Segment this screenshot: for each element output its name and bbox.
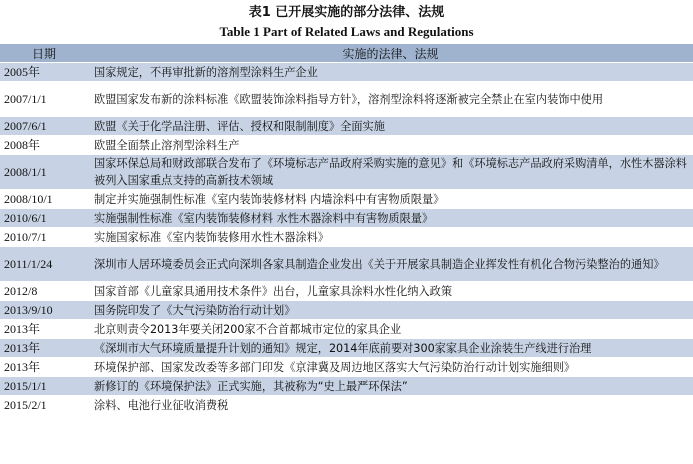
table-row bbox=[0, 136, 693, 155]
row-date: 2012/8 bbox=[0, 282, 88, 301]
row-date: 2013年 bbox=[0, 320, 88, 339]
row-law: 欧盟《关于化学品注册、评估、授权和限制制度》全面实施 bbox=[88, 117, 693, 136]
row-law: 制定并实施强制性标准《室内装饰装修材料 内墙涂料中有害物质限量》 bbox=[88, 190, 693, 209]
row-date: 2015/2/1 bbox=[0, 396, 88, 415]
row-date: 2008/10/1 bbox=[0, 190, 88, 209]
row-law: 欧盟国家发布新的涂料标准《欧盟装饰涂料指导方针》，溶剂型涂料将逐渐被完全禁止在室内装饰中使用 bbox=[88, 82, 693, 117]
table-row bbox=[0, 301, 693, 320]
row-date: 2010/6/1 bbox=[0, 209, 88, 228]
table-row bbox=[0, 396, 693, 415]
row-law: 实施强制性标准《室内装饰装修材料 水性木器涂料中有害物质限量》 bbox=[88, 209, 693, 228]
table-header-row bbox=[0, 44, 693, 63]
table-row bbox=[0, 228, 693, 247]
row-date: 2005年 bbox=[0, 63, 88, 82]
row-date: 2015/1/1 bbox=[0, 377, 88, 396]
row-date: 2008年 bbox=[0, 136, 88, 155]
table-row bbox=[0, 320, 693, 339]
table-row bbox=[0, 190, 693, 209]
row-law: 环境保护部、国家发改委等多部门印发《京津冀及周边地区落实大气污染防治行动计划实施细则》 bbox=[88, 358, 693, 377]
table-row bbox=[0, 117, 693, 136]
header-law: 实施的法律、法规 bbox=[88, 44, 693, 63]
row-law: 实施国家标准《室内装饰装修用水性木器涂料》 bbox=[88, 228, 693, 247]
row-law: 北京则责令2013年要关闭200家不合首都城市定位的家具企业 bbox=[88, 320, 693, 339]
table-row bbox=[0, 209, 693, 228]
row-date: 2013年 bbox=[0, 358, 88, 377]
row-law: 新修订的《环境保护法》正式实施，其被称为“史上最严环保法” bbox=[88, 377, 693, 396]
row-law: 深圳市人居环境委员会正式向深圳各家具制造企业发出《关于开展家具制造企业挥发性有机化合物污染整治的通知》 bbox=[88, 247, 693, 282]
row-law: 欧盟全面禁止溶剂型涂料生产 bbox=[88, 136, 693, 155]
laws-table bbox=[0, 44, 693, 415]
row-law: 国家首部《儿童家具通用技术条件》出台，儿童家具涂料水性化纳入政策 bbox=[88, 282, 693, 301]
table-row bbox=[0, 282, 693, 301]
table-row bbox=[0, 358, 693, 377]
row-law: 国家规定，不再审批新的溶剂型涂料生产企业 bbox=[88, 63, 693, 82]
row-date: 2010/7/1 bbox=[0, 228, 88, 247]
table-row bbox=[0, 82, 693, 117]
row-date: 2007/1/1 bbox=[0, 82, 88, 117]
row-date: 2011/1/24 bbox=[0, 247, 88, 282]
row-date: 2008/1/1 bbox=[0, 155, 88, 190]
table-caption-cn: 表1 已开展实施的部分法律、法规 bbox=[248, 5, 445, 20]
table-row bbox=[0, 339, 693, 358]
row-law: 国务院印发了《大气污染防治行动计划》 bbox=[88, 301, 693, 320]
table-row bbox=[0, 155, 693, 190]
table-row bbox=[0, 247, 693, 282]
row-date: 2013/9/10 bbox=[0, 301, 88, 320]
row-date: 2007/6/1 bbox=[0, 117, 88, 136]
row-law: 涂料、电池行业征收消费税 bbox=[88, 396, 693, 415]
header-date: 日期 bbox=[0, 44, 88, 63]
row-law: 《深圳市大气环境质量提升计划的通知》规定，2014年底前要对300家家具企业涂装生产线进行治理 bbox=[88, 339, 693, 358]
row-date: 2013年 bbox=[0, 339, 88, 358]
row-law: 国家环保总局和财政部联合发布了《环境标志产品政府采购实施的意见》和《环境标志产品政府采购清单，水性木器涂料被列入国家重点支持的高新技术领域 bbox=[88, 155, 693, 190]
table-caption-en: Table 1 Part of Related Laws and Regulations bbox=[219, 24, 474, 39]
table-row bbox=[0, 63, 693, 82]
table-row bbox=[0, 377, 693, 396]
